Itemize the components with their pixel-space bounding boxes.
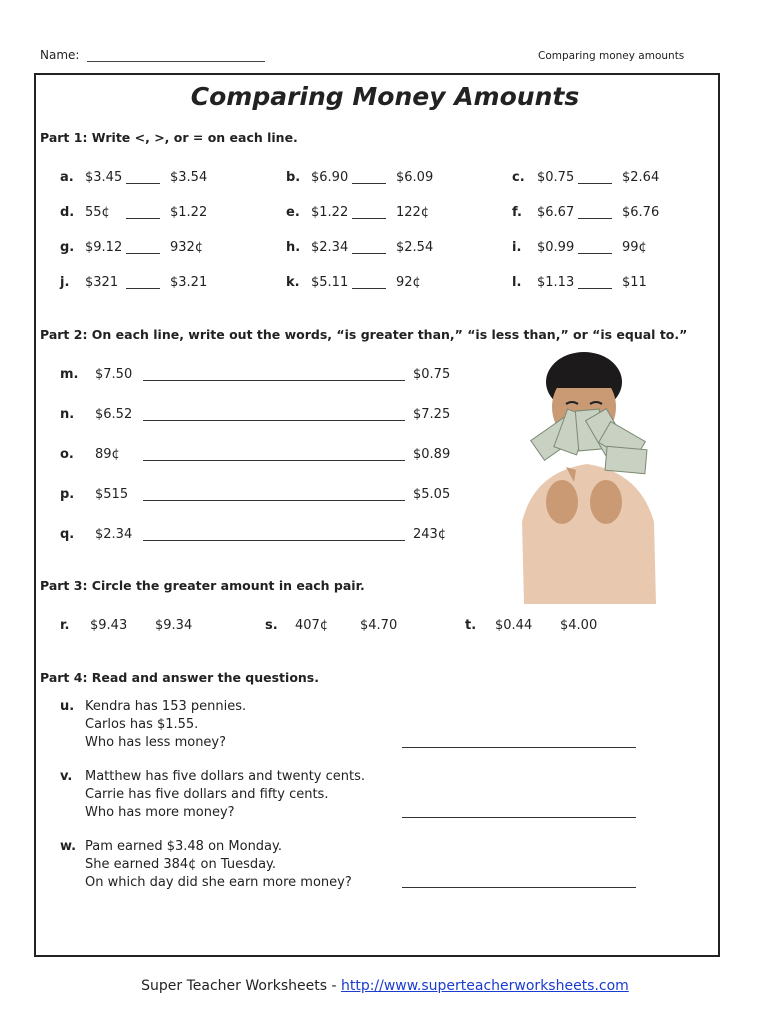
left-amount: $2.34: [95, 527, 133, 542]
part4-heading: Part 4: Read and answer the questions.: [40, 670, 319, 685]
item-letter: u.: [60, 699, 75, 714]
header-subject: Comparing money amounts: [538, 50, 685, 62]
left-amount: $1.13: [537, 275, 575, 290]
question-line: Kendra has 153 pennies.: [85, 699, 247, 714]
answer-blank[interactable]: [126, 253, 160, 254]
question-line: Matthew has five dollars and twenty cents.: [85, 769, 366, 784]
question-line: Carlos has $1.55.: [85, 717, 199, 732]
amount-option[interactable]: $4.70: [360, 618, 398, 633]
answer-line[interactable]: [143, 420, 405, 421]
question-line: Carrie has five dollars and fifty cents.: [85, 787, 329, 802]
right-amount: $7.25: [413, 407, 451, 422]
item-letter: p.: [60, 487, 75, 502]
item-letter: c.: [512, 170, 525, 185]
answer-blank[interactable]: [352, 253, 386, 254]
question-line: She earned 384¢ on Tuesday.: [85, 857, 277, 872]
amount-option[interactable]: $9.43: [90, 618, 128, 633]
name-field: [40, 48, 265, 62]
item-letter: q.: [60, 527, 75, 542]
item-letter: v.: [60, 769, 73, 784]
item-letter: l.: [512, 275, 522, 290]
answer-line[interactable]: [143, 500, 405, 501]
question-line: On which day did she earn more money?: [85, 875, 352, 890]
left-amount: $0.75: [537, 170, 575, 185]
left-amount: $3.45: [85, 170, 123, 185]
left-amount: $6.67: [537, 205, 575, 220]
right-amount: 932¢: [170, 240, 204, 255]
right-amount: 122¢: [396, 205, 430, 220]
amount-option[interactable]: $0.44: [495, 618, 533, 633]
part1-heading: Part 1: Write <, >, or = on each line.: [40, 130, 298, 145]
right-amount: $1.22: [170, 205, 208, 220]
item-letter: e.: [286, 205, 300, 220]
question-line: Who has more money?: [85, 805, 235, 820]
left-amount: $9.12: [85, 240, 123, 255]
footer-text: Super Teacher Worksheets -: [141, 978, 341, 994]
left-amount: $0.99: [537, 240, 575, 255]
left-amount: $2.34: [311, 240, 349, 255]
left-amount: $6.90: [311, 170, 349, 185]
question-line: Who has less money?: [85, 735, 227, 750]
left-amount: $6.52: [95, 407, 133, 422]
right-amount: $0.75: [413, 367, 451, 382]
item-letter: w.: [60, 839, 77, 854]
footer-link[interactable]: http://www.superteacherworksheets.com: [340, 978, 629, 994]
answer-blank[interactable]: [352, 218, 386, 219]
right-amount: $5.05: [413, 487, 451, 502]
answer-blank[interactable]: [578, 253, 612, 254]
amount-option[interactable]: $9.34: [155, 618, 193, 633]
right-amount: $3.21: [170, 275, 208, 290]
item-letter: b.: [286, 170, 301, 185]
answer-line[interactable]: [402, 817, 636, 818]
name-label: Name:: [40, 48, 80, 62]
left-amount: $321: [85, 275, 119, 290]
right-amount: 243¢: [413, 527, 447, 542]
answer-blank[interactable]: [352, 183, 386, 184]
item-letter: i.: [512, 240, 522, 255]
answer-blank[interactable]: [126, 288, 160, 289]
answer-line[interactable]: [143, 380, 405, 381]
right-amount: $2.64: [622, 170, 660, 185]
right-amount: 92¢: [396, 275, 421, 290]
item-letter: r.: [60, 618, 70, 633]
item-letter: h.: [286, 240, 301, 255]
part2-heading: Part 2: On each line, write out the words, “is greater than,” “is less than,” or “is equal to.”: [40, 327, 688, 342]
item-letter: o.: [60, 447, 74, 462]
left-amount: $7.50: [95, 367, 133, 382]
left-amount: $1.22: [311, 205, 349, 220]
right-amount: 99¢: [622, 240, 647, 255]
item-letter: s.: [265, 618, 278, 633]
left-amount: $5.11: [311, 275, 349, 290]
right-amount: $2.54: [396, 240, 434, 255]
question-line: Pam earned $3.48 on Monday.: [85, 839, 282, 854]
right-amount: $6.09: [396, 170, 434, 185]
part3-heading: Part 3: Circle the greater amount in each pair.: [40, 578, 365, 593]
item-letter: f.: [512, 205, 522, 220]
answer-line[interactable]: [402, 747, 636, 748]
answer-line[interactable]: [402, 887, 636, 888]
item-letter: t.: [465, 618, 477, 633]
left-amount: 55¢: [85, 205, 110, 220]
item-letter: m.: [60, 367, 79, 382]
page-title: Comparing Money Amounts: [190, 82, 580, 111]
answer-line[interactable]: [143, 540, 405, 541]
answer-blank[interactable]: [578, 218, 612, 219]
answer-blank[interactable]: [126, 183, 160, 184]
answer-blank[interactable]: [578, 183, 612, 184]
item-letter: n.: [60, 407, 75, 422]
answer-blank[interactable]: [352, 288, 386, 289]
footer: [0, 978, 770, 994]
left-amount: $515: [95, 487, 129, 502]
item-letter: g.: [60, 240, 75, 255]
item-letter: d.: [60, 205, 75, 220]
left-amount: 89¢: [95, 447, 120, 462]
item-letter: k.: [286, 275, 300, 290]
answer-line[interactable]: [143, 460, 405, 461]
boy-with-money-photo: [514, 352, 660, 604]
right-amount: $11: [622, 275, 647, 290]
right-amount: $6.76: [622, 205, 660, 220]
right-amount: $0.89: [413, 447, 451, 462]
right-amount: $3.54: [170, 170, 208, 185]
item-letter: a.: [60, 170, 74, 185]
name-blank[interactable]: [87, 49, 265, 62]
amount-option[interactable]: 407¢: [295, 618, 329, 633]
amount-option[interactable]: $4.00: [560, 618, 598, 633]
item-letter: j.: [60, 275, 70, 290]
answer-blank[interactable]: [126, 218, 160, 219]
answer-blank[interactable]: [578, 288, 612, 289]
